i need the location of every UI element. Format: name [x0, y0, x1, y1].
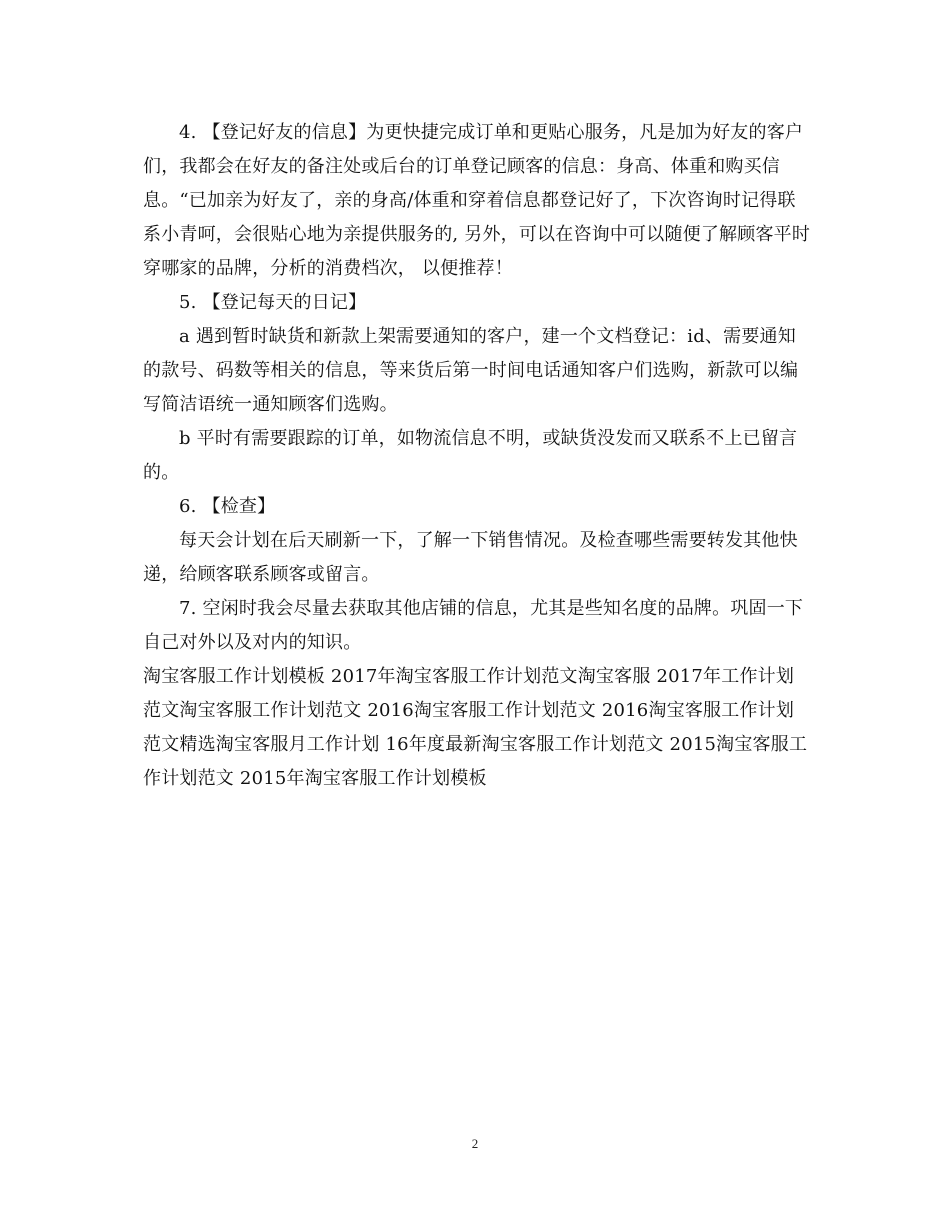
paragraph-check-body: 每天会计划在后天刷新一下，了解一下销售情况。及检查哪些需要转发其他快递，给顾客联系顾客或留言。	[143, 530, 798, 585]
document-body	[143, 116, 811, 796]
paragraph-register-friend-info: 4. 【登记好友的信息】为更快捷完成订单和更贴心服务，凡是加为好友的客户们，我都会在好友的备注处或后台的订单登记顾客的信息：身高、体重和购买信息。“已加亲为好友了，亲的身高/体重和穿着信息都登记好了，下次咨询时记得联系小青呵，会很贴心地为亲提供服务的, 另外，可以在咨询中可以随便了解顾客平时穿哪家的品牌，分析的消费档次， 以便推荐！	[143, 122, 811, 279]
page-number: 2	[471, 1136, 479, 1151]
paragraph-idle-time: 7. 空闲时我会尽量去获取其他店铺的信息，尤其是些知名度的品牌。巩固一下自己对外以及对内的知识。	[143, 598, 804, 653]
paragraph-daily-log-heading: 5. 【登记每天的日记】	[179, 292, 367, 313]
related-links-text: 淘宝客服工作计划模板 2017年淘宝客服工作计划范文淘宝客服 2017年工作计划范文淘宝客服工作计划范文 2016淘宝客服工作计划范文 2016淘宝客服工作计划范文精选淘宝客服月工作计划 16年度最新淘宝客服工作计划范文 2015淘宝客服工作计划范文 2015年淘宝客服工作计划模板	[143, 666, 808, 789]
paragraph-daily-log-item-a: a 遇到暂时缺货和新款上架需要通知的客户，建一个文档登记：id、需要通知的款号、码数等相关的信息，等来货后第一时间电话通知客户们选购，新款可以编写简洁语统一通知顾客们选购。	[143, 326, 799, 415]
paragraph-check-heading: 6. 【检查】	[179, 496, 276, 517]
paragraph-daily-log-item-b: b 平时有需要跟踪的订单，如物流信息不明，或缺货没发而又联系不上已留言的。	[143, 428, 798, 483]
